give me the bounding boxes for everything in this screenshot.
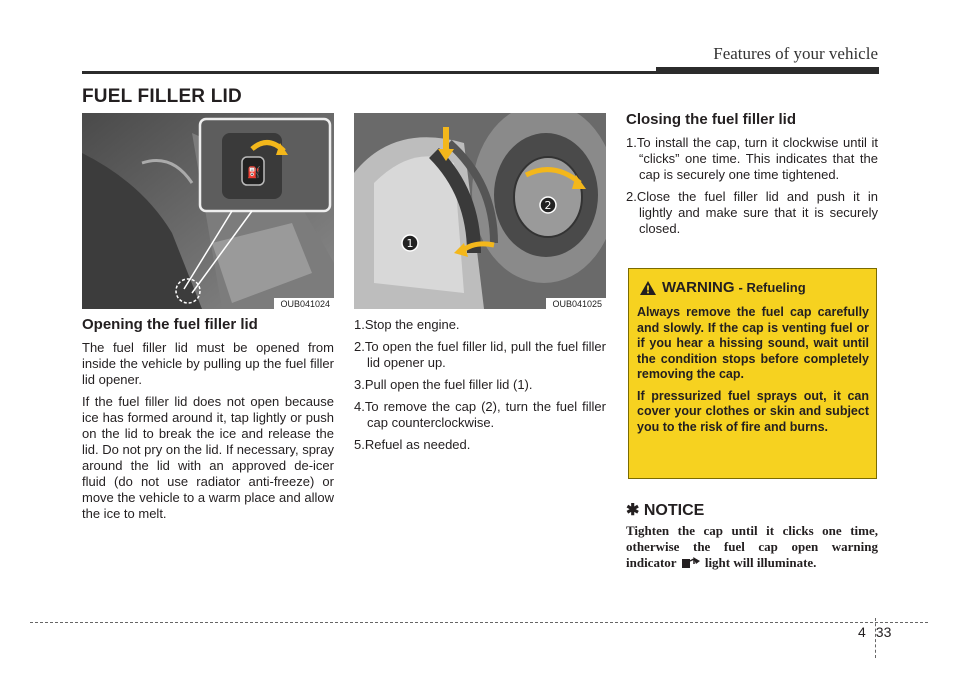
opening-steps-list bbox=[354, 317, 606, 453]
closing-section bbox=[626, 111, 878, 243]
fuel-cap-open-indicator-icon bbox=[680, 555, 702, 569]
footer-rule bbox=[30, 622, 928, 623]
chapter-number: 4 bbox=[858, 624, 866, 640]
page-number bbox=[858, 624, 891, 640]
step-item: 1.Stop the engine. bbox=[354, 317, 460, 332]
opening-section bbox=[82, 316, 334, 528]
svg-text:⛽: ⛽ bbox=[247, 166, 261, 179]
warning-para-2: If pressurized fuel sprays out, it can cover your clothes or skin and subject you to the risk of fire and burns. bbox=[637, 388, 869, 434]
closing-step-item: 2.Close the fuel filler lid and push it in lightly and make sure that it is securely closed. bbox=[626, 189, 878, 236]
notice-text-after: light will illuminate. bbox=[704, 555, 817, 570]
fuel-lid-opener-illustration bbox=[82, 113, 334, 309]
step-item: 4.To remove the cap (2), turn the fuel filler cap counterclockwise. bbox=[354, 399, 606, 430]
step-item: 2.To open the fuel filler lid, pull the fuel filler lid opener up. bbox=[354, 339, 606, 370]
section-header: Features of your vehicle bbox=[713, 44, 878, 63]
notice-body bbox=[626, 523, 878, 571]
warning-triangle-icon bbox=[639, 280, 657, 296]
closing-steps-list bbox=[626, 135, 878, 237]
figure-fuel-lid-opener bbox=[82, 113, 334, 309]
closing-step-item: 1.To install the cap, turn it clockwise until it “clicks” one time. This indicates that the cap is securely one time tightened. bbox=[626, 135, 878, 182]
warning-box bbox=[628, 268, 877, 479]
header-rule-accent bbox=[656, 67, 879, 74]
warning-para-1: Always remove the fuel cap carefully and slowly. If the cap is venting fuel or if you hear a hissing sound, wait until the condition stops before completely removing the cap. bbox=[637, 305, 869, 381]
notice-label: NOTICE bbox=[643, 502, 705, 519]
figure-code: OUB041025 bbox=[546, 298, 606, 309]
closing-heading: Closing the fuel filler lid bbox=[626, 111, 797, 128]
warning-title bbox=[639, 279, 806, 296]
page-number-value: 33 bbox=[875, 624, 892, 640]
opening-para-1: The fuel filler lid must be opened from inside the vehicle by pulling up the fuel filler lid opener. bbox=[82, 340, 334, 387]
svg-text:1: 1 bbox=[406, 237, 414, 250]
fuel-filler-cap-illustration bbox=[354, 113, 606, 309]
step-item: 3.Pull open the fuel filler lid (1). bbox=[354, 377, 533, 392]
opening-heading: Opening the fuel filler lid bbox=[82, 316, 258, 333]
figure-fuel-filler-cap bbox=[354, 113, 606, 309]
steps-section bbox=[354, 317, 606, 459]
step-item: 5.Refuel as needed. bbox=[354, 437, 471, 452]
notice-star-icon: ✱ bbox=[626, 502, 644, 519]
callout-1 bbox=[402, 235, 418, 251]
callout-2 bbox=[540, 197, 556, 213]
opening-para-2: If the fuel filler lid does not open because ice has formed around it, tap lightly or push on the lid to break the ice and release the lid. Do not pry on the lid. If necessary, spray around the lid with an approved de-icer fluid (do not use radiator anti-freeze) or move the vehicle to a warm place and allow the ice to melt. bbox=[82, 394, 334, 521]
warning-label: WARNING bbox=[662, 279, 735, 296]
svg-text:2: 2 bbox=[544, 199, 552, 212]
page-title: FUEL FILLER LID bbox=[82, 86, 242, 107]
notice-title bbox=[626, 500, 704, 520]
warning-subtitle: - Refueling bbox=[738, 280, 806, 295]
figure-code: OUB041024 bbox=[274, 298, 334, 309]
notice-text-before: Tighten the cap until it clicks one time, otherwise the fuel cap open warning indicator bbox=[626, 523, 878, 570]
warning-body bbox=[637, 305, 869, 441]
